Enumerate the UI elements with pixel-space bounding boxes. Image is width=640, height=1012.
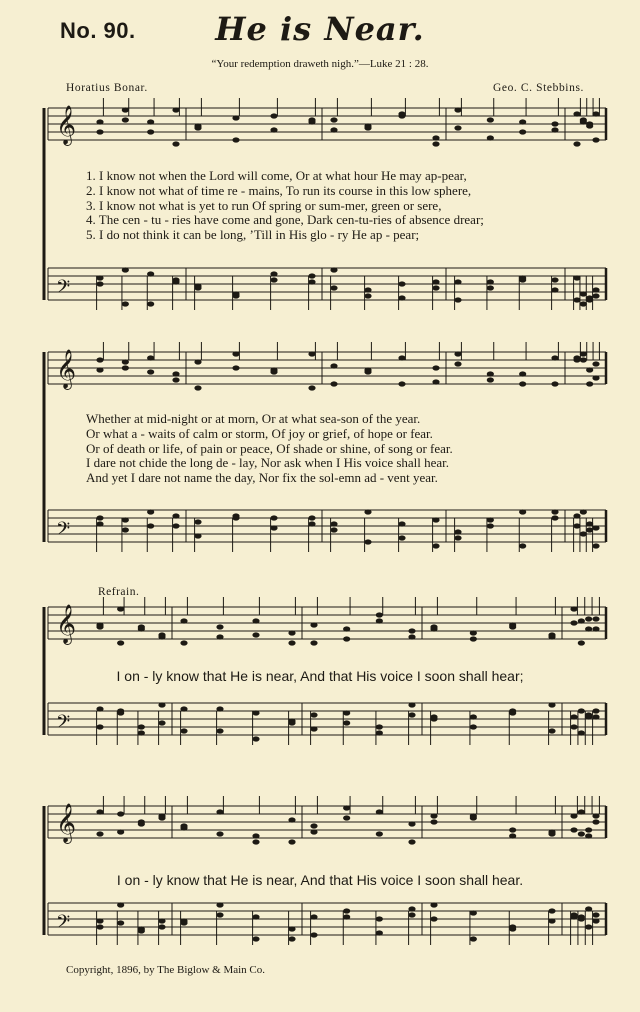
author-credit: Horatius Bonar. bbox=[66, 82, 148, 94]
verse-line: 3. I know not what is yet to run Of spring or sum-mer, green or sere, bbox=[86, 197, 442, 213]
verse-line: 2. I know not what of time re - mains, To run its course in this low sphere, bbox=[86, 182, 472, 198]
verse-line: Whether at mid-night or at morn, Or at what sea-son of the year. bbox=[86, 411, 421, 426]
verse-lyrics-part1 bbox=[86, 169, 484, 243]
verse-line: Or what a - waits of calm or storm, Of joy or grief, of hope or fear. bbox=[86, 425, 433, 441]
svg-text:𝄞: 𝄞 bbox=[56, 604, 77, 644]
svg-text:𝄞: 𝄞 bbox=[56, 803, 77, 843]
refrain-lyrics-line2: I on - ly know that He is near, And that His voice I soon shall hear. bbox=[116, 872, 524, 888]
hymn-number: No. 90. bbox=[60, 18, 136, 43]
verse-line: 4. The cen - tu - ries have come and gone, Dark cen-tu-ries of absence drear; bbox=[86, 212, 484, 228]
svg-text:𝄢: 𝄢 bbox=[56, 712, 71, 737]
verse-line: And yet I dare not name the day, Nor fix the sol-emn ad - vent year. bbox=[86, 470, 438, 486]
hymn-title: He is Near. bbox=[215, 10, 425, 48]
verse-line: I dare not chide the long de - lay, Nor ask when I His voice shall hear. bbox=[86, 455, 450, 471]
svg-text:𝄢: 𝄢 bbox=[56, 519, 71, 544]
svg-text:𝄞: 𝄞 bbox=[56, 105, 77, 145]
refrain-label: Refrain. bbox=[98, 586, 140, 598]
verse-line: Or of death or life, of pain or peace, Of shade or shine, of song or fear. bbox=[86, 440, 453, 456]
svg-text:𝄢: 𝄢 bbox=[56, 277, 71, 302]
verse-line: 1. I know not when the Lord will come, Or at what hour He may ap-pear, bbox=[86, 168, 467, 183]
verse-lyrics-part2 bbox=[86, 412, 453, 486]
scripture-reference: “Your redemption draweth nigh.”—Luke 21 : 28. bbox=[211, 58, 429, 70]
svg-text:𝄞: 𝄞 bbox=[56, 349, 77, 389]
svg-text:𝄢: 𝄢 bbox=[56, 912, 71, 937]
refrain-lyrics-line1: I on - ly know that He is near, And that His voice I soon shall hear; bbox=[116, 668, 524, 684]
composer-credit: Geo. C. Stebbins. bbox=[492, 82, 584, 94]
verse-line: 5. I do not think it can be long, ’Till in His glo - ry He ap - pear; bbox=[86, 227, 420, 243]
copyright-notice: Copyright, 1896, by The Biglow & Main Co. bbox=[66, 964, 266, 976]
